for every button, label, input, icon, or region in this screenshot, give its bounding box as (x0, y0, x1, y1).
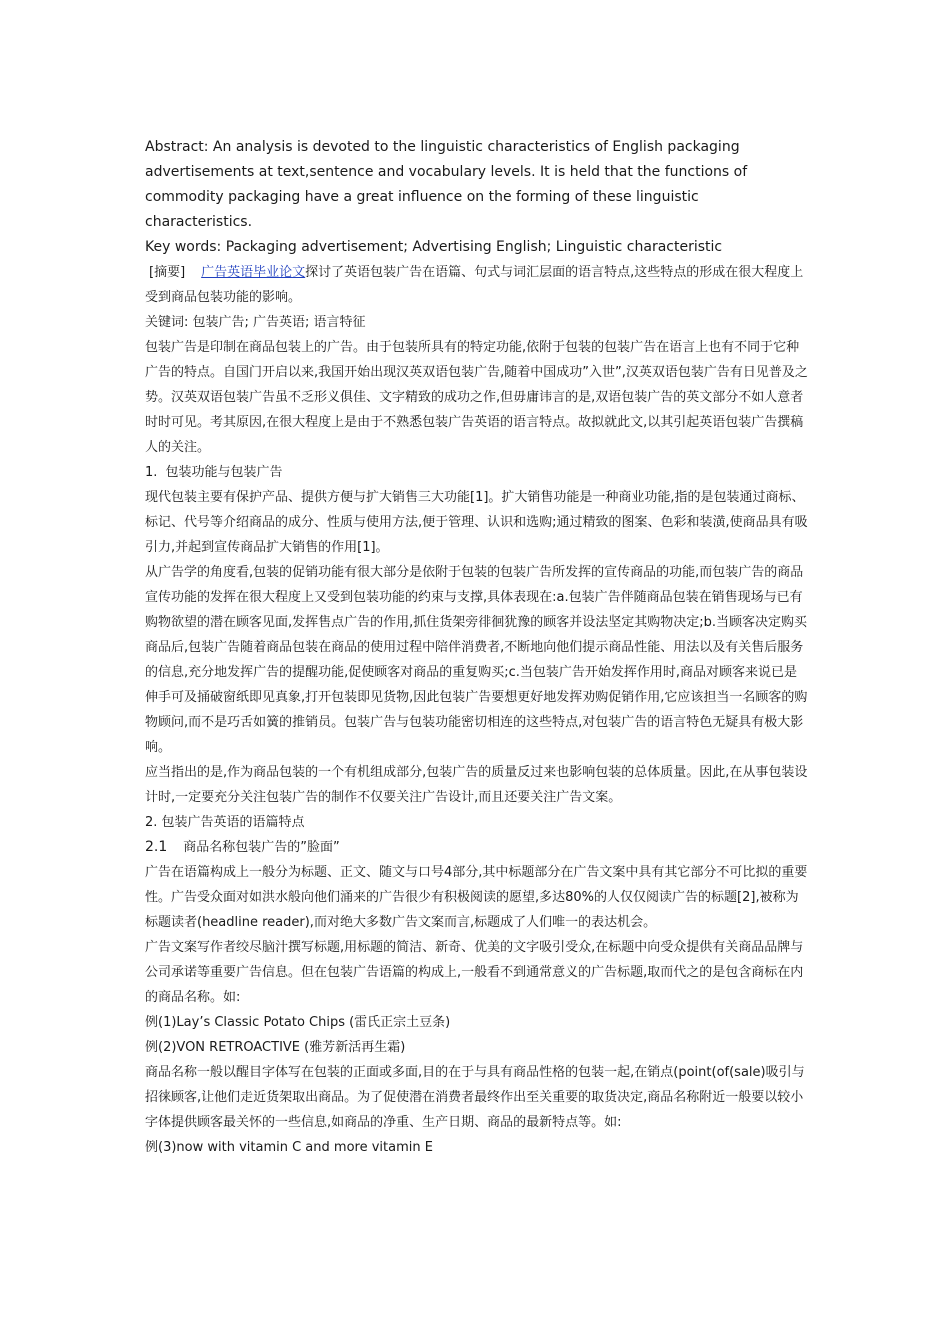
section-1-paragraph-3: 应当指出的是,作为商品包装的一个有机组成部分,包装广告的质量反过来也影响包装的总体质量。因此,在从事包装设计时,一定要充分关注包装广告的制作不仅要关注广告设计,而且还要关注广告文案。 (145, 765, 808, 805)
keywords-chinese: 关键词: 包装广告; 广告英语; 语言特征 (145, 315, 366, 330)
abstract-label: [摘要] (149, 265, 186, 280)
section-2-1-number: 2.1 (145, 839, 168, 855)
abstract-english: Abstract: An analysis is devoted to the linguistic characteristics of English packaging advertisements at text,sentence and vocabulary levels. It is held that the functions of commodity packaging have a great influence on the forming of these linguistic characteristics. (145, 139, 748, 230)
section-1-heading (145, 460, 810, 485)
example-2: 例(2)VON RETROACTIVE (雅芳新活再生霜) (145, 1040, 406, 1055)
section-1-number: 1. (145, 465, 158, 480)
example-3: 例(3)now with vitamin C and more vitamin E (145, 1140, 433, 1155)
abstract-chinese (145, 260, 810, 310)
intro-paragraph: 包装广告是印制在商品包装上的广告。由于包装所具有的特定功能,依附于包装的包装广告在语言上也有不同于它种广告的特点。自国门开启以来,我国开始出现汉英双语包装广告,随着中国成功”入世”,汉英双语包装广告有日见普及之势。汉英双语包装广告虽不乏形义俱佳、文字精致的成功之作,但毋庸讳言的是,双语包装广告的英文部分不如人意者时时可见。考其原因,在很大程度上是由于不熟悉包装广告英语的语言特点。故拟就此文,以其引起英语包装广告撰稿人的关注。 (145, 340, 808, 455)
section-2-1-title: 商品名称包装广告的”脸面” (183, 840, 340, 855)
section-1-paragraph-1: 现代包装主要有保护产品、提供方便与扩大销售三大功能[1]。扩大销售功能是一种商业功能,指的是包装通过商标、标记、代号等介绍商品的成分、性质与使用方法,便于管理、认识和选购;通过精致的图案、色彩和装潢,使商品具有吸引力,并起到宣传商品扩大销售的作用[1]。 (145, 490, 808, 555)
section-2-heading: 2. 包装广告英语的语篇特点 (145, 815, 305, 830)
section-2-paragraph-3: 商品名称一般以醒目字体写在包装的正面或多面,目的在于与具有商品性格的包装一起,在销点(point(of(sale)吸引与招徕顾客,让他们走近货架取出商品。为了促使潜在消费者最终作出至关重要的取货决定,商品名称附近一般要以较小字体提供顾客最关怀的一些信息,如商品的净重、生产日期、商品的最新特点等。如: (145, 1065, 805, 1130)
example-1: 例(1)Lay’s Classic Potato Chips (雷氏正宗土豆条) (145, 1015, 451, 1030)
section-1-title: 包装功能与包装广告 (165, 465, 283, 480)
thesis-link[interactable]: 广告英语毕业论文 (201, 265, 306, 280)
keywords-english: Key words: Packaging advertisement; Advertising English; Linguistic characteristic (145, 239, 723, 255)
document-body (145, 135, 810, 1160)
section-2-paragraph-1: 广告在语篇构成上一般分为标题、正文、随文与口号4部分,其中标题部分在广告文案中具有其它部分不可比拟的重要性。广告受众面对如洪水般向他们涌来的广告很少有积极阅读的愿望,多达80%的人仅仅阅读广告的标题[2],被称为标题读者(headline reader),而对绝大多数广告文案而言,标题成了人们唯一的表达机会。 (145, 865, 808, 930)
section-2-1-heading (145, 835, 810, 860)
section-2-paragraph-2: 广告文案写作者绞尽脑汁撰写标题,用标题的简洁、新奇、优美的文字吸引受众,在标题中向受众提供有关商品品牌与公司承诺等重要广告信息。但在包装广告语篇的构成上,一般看不到通常意义的广告标题,取而代之的是包含商标在内的商品名称。如: (145, 940, 804, 1005)
abstract-chinese-text: 探讨了英语包装广告在语篇、句式与词汇层面的语言特点,这些特点的形成在很大程度上受到商品包装功能的影响。 (145, 265, 804, 305)
section-1-paragraph-2: 从广告学的角度看,包装的促销功能有很大部分是依附于包装的包装广告所发挥的宣传商品的功能,而包装广告的商品宣传功能的发挥在很大程度上又受到包装功能的约束与支撑,具体表现在:a.包装广告伴随商品包装在销售现场与已有购物欲望的潜在顾客见面,发挥售点广告的作用,抓住货架旁徘徊犹豫的顾客并设法坚定其购物决定;b.当顾客决定购买商品后,包装广告随着商品包装在商品的使用过程中陪伴消费者,不断地向他们提示商品性能、用法以及有关售后服务的信息,充分地发挥广告的提醒功能,促使顾客对商品的重复购买;c.当包装广告开始发挥作用时,商品对顾客来说已是伸手可及捅破窗纸即见真象,打开包装即见货物,因此包装广告要想更好地发挥劝购促销作用,它应该担当一名顾客的购物顾问,而不是巧舌如簧的推销员。包装广告与包装功能密切相连的这些特点,对包装广告的语言特色无疑具有极大影响。 (145, 565, 808, 755)
